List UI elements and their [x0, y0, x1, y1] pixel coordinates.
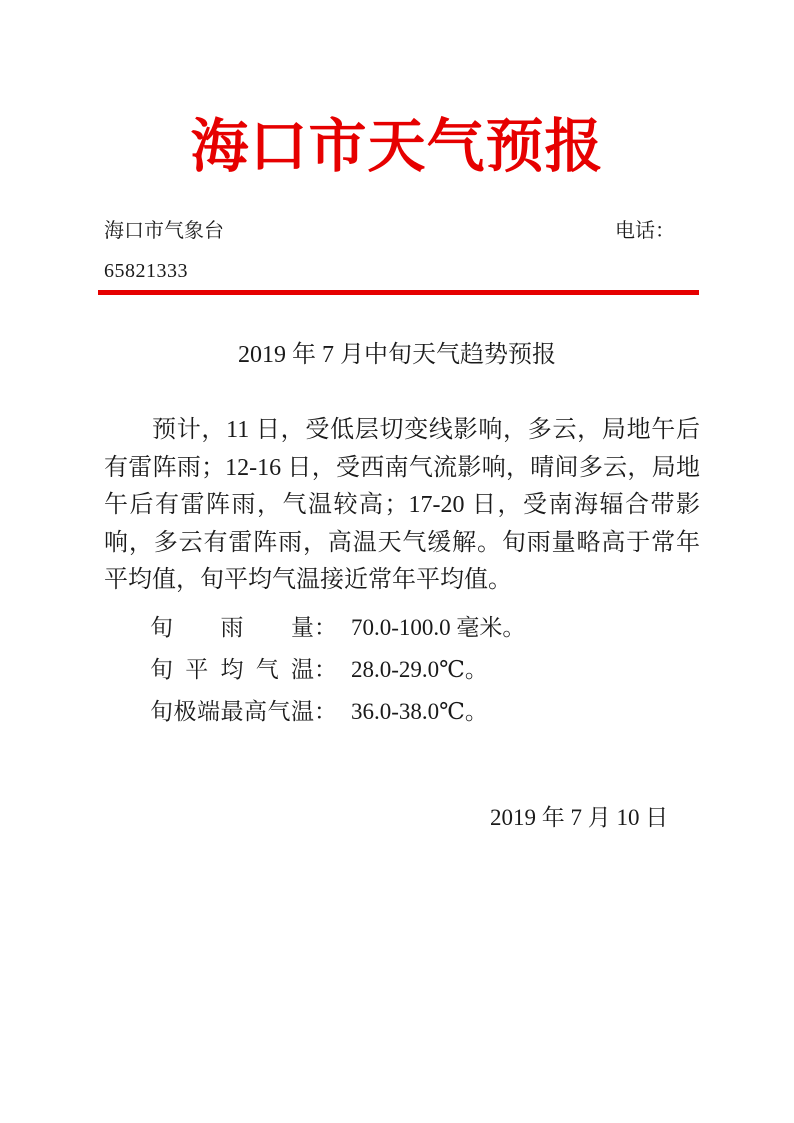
stat-row-max-temp: [150, 698, 488, 726]
stat-value-avg-temp: 28.0-29.0℃。: [351, 657, 488, 682]
stat-colon: ：: [314, 615, 337, 640]
stat-colon: ：: [314, 657, 337, 682]
phone-label: 电话：: [615, 220, 675, 242]
document-date: 2019 年 7 月 10 日: [490, 805, 669, 830]
forecast-subtitle: 2019 年 7 月中旬天气趋势预报: [238, 342, 556, 368]
stat-row-rainfall: [150, 614, 525, 642]
red-divider-rule: [98, 290, 699, 295]
document-header-row: [104, 218, 675, 244]
phone-number: 65821333: [104, 260, 188, 282]
stat-value-rainfall: 70.0-100.0 毫米。: [351, 615, 526, 640]
stat-label-avg-temp: 旬平均气温: [150, 657, 314, 682]
stat-colon: ：: [314, 699, 337, 724]
stat-label-rainfall: 旬雨量: [150, 615, 314, 640]
org-name: 海口市气象台: [104, 220, 224, 242]
stat-label-max-temp: 旬极端最高气温: [150, 699, 314, 724]
stat-row-avg-temp: [150, 656, 488, 684]
document-title: 海口市天气预报: [190, 114, 604, 179]
forecast-body-paragraph: 预计，11 日，受低层切变线影响，多云，局地午后有雷阵雨；12-16 日，受西南气流影响，晴间多云，局地午后有雷阵雨，气温较高；17-20 日，受南海辐合带影响，多云有雷阵雨，高温天气缓解。旬雨量略高于常年平均值，旬平均气温接近常年平均值。: [104, 417, 700, 593]
stat-value-max-temp: 36.0-38.0℃。: [351, 699, 488, 724]
